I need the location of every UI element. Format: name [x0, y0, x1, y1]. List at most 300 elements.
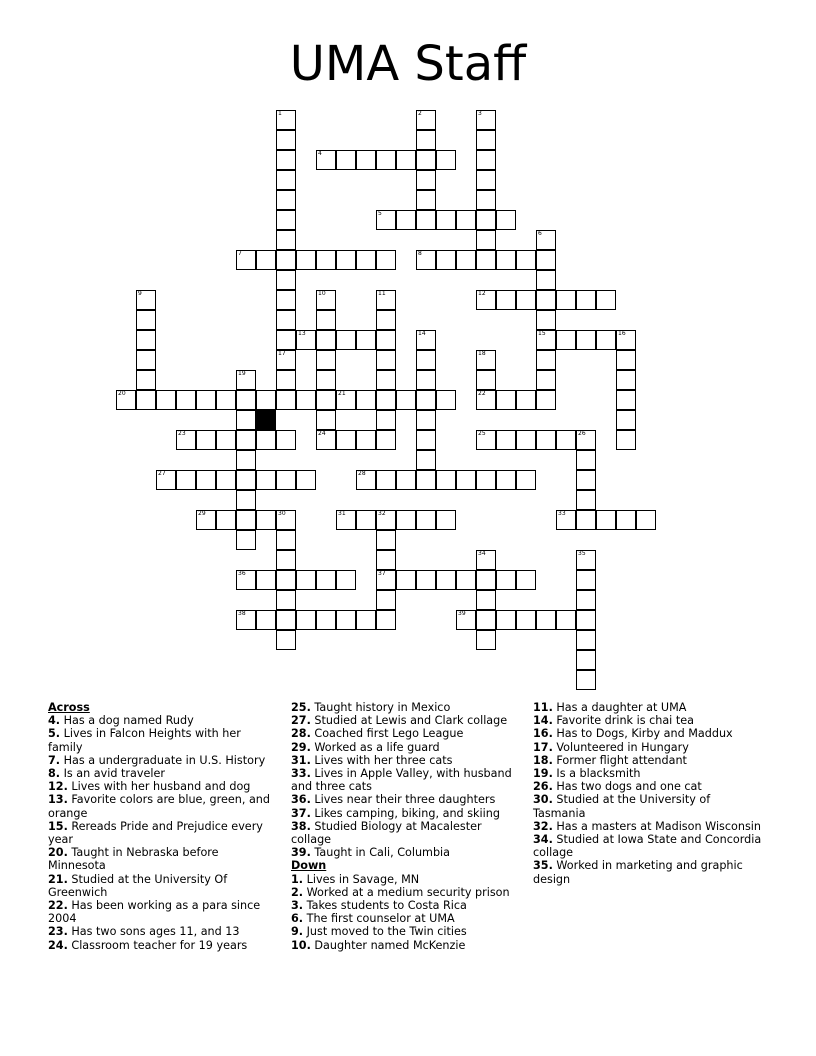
clue-text: Worked in marketing and graphic design [533, 859, 743, 886]
clue-text: Lives with her three cats [314, 753, 453, 767]
grid-cell[interactable] [476, 290, 496, 310]
down-clue [533, 767, 765, 780]
clue-number-label: 17. [533, 740, 553, 754]
grid-cell[interactable] [436, 510, 456, 530]
grid-cell[interactable] [356, 470, 376, 490]
grid-cell[interactable] [476, 250, 496, 270]
grid-cell[interactable] [576, 430, 596, 450]
grid-cell[interactable] [576, 670, 596, 690]
grid-cell[interactable] [516, 250, 536, 270]
down-clue [291, 925, 519, 938]
grid-cell[interactable] [476, 110, 496, 130]
grid-cell[interactable] [576, 550, 596, 570]
grid-cell[interactable] [576, 470, 596, 490]
grid-cell[interactable] [276, 270, 296, 290]
grid-cell[interactable] [136, 390, 156, 410]
grid-cell[interactable] [276, 110, 296, 130]
clue-text: Studied at Lewis and Clark collage [314, 714, 508, 728]
grid-cell[interactable] [576, 290, 596, 310]
grid-cell[interactable] [416, 150, 436, 170]
grid-cell[interactable] [376, 290, 396, 310]
grid-cell[interactable] [376, 150, 396, 170]
grid-cell[interactable] [376, 510, 396, 530]
grid-cell[interactable] [356, 150, 376, 170]
grid-cell[interactable] [356, 430, 376, 450]
grid-cell[interactable] [276, 430, 296, 450]
clue-text: Taught in Nebraska before Minnesota [48, 846, 219, 873]
clue-text: Has two sons ages 11, and 13 [71, 925, 240, 939]
grid-cell[interactable] [416, 570, 436, 590]
grid-cell[interactable] [136, 330, 156, 350]
puzzle-title: UMA Staff [289, 36, 527, 92]
grid-cell[interactable] [616, 370, 636, 390]
grid-cell[interactable] [376, 550, 396, 570]
clue-number: 34 [478, 550, 486, 557]
grid-cell[interactable] [276, 630, 296, 650]
grid-cell[interactable] [256, 390, 276, 410]
grid-cell[interactable] [236, 390, 256, 410]
clue-number: 12 [478, 290, 486, 297]
grid-cell[interactable] [536, 370, 556, 390]
grid-cell[interactable] [436, 250, 456, 270]
grid-cell[interactable] [476, 230, 496, 250]
grid-cell[interactable] [276, 550, 296, 570]
grid-cell[interactable] [336, 330, 356, 350]
grid-cell[interactable] [196, 470, 216, 490]
grid-cell[interactable] [296, 470, 316, 490]
down-clue [533, 727, 765, 740]
grid-cell[interactable] [396, 510, 416, 530]
clue-text: Is an avid traveler [63, 767, 165, 781]
grid-cell[interactable] [276, 370, 296, 390]
grid-cell[interactable] [356, 390, 376, 410]
grid-cell[interactable] [176, 430, 196, 450]
grid-cell[interactable] [416, 330, 436, 350]
grid-cell[interactable] [476, 470, 496, 490]
grid-cell[interactable] [216, 470, 236, 490]
clue-text: Lives in Falcon Heights with her family [48, 727, 241, 754]
grid-cell[interactable] [376, 370, 396, 390]
grid-cell[interactable] [436, 470, 456, 490]
grid-cell[interactable] [336, 610, 356, 630]
grid-cell[interactable] [316, 150, 336, 170]
grid-cell[interactable] [396, 470, 416, 490]
grid-cell[interactable] [296, 330, 316, 350]
down-heading: Down [291, 859, 327, 873]
grid-cell[interactable] [536, 310, 556, 330]
grid-cell[interactable] [576, 650, 596, 670]
grid-cell[interactable] [276, 390, 296, 410]
grid-cell[interactable] [496, 390, 516, 410]
grid-cell[interactable] [516, 470, 536, 490]
clue-number: 17 [278, 350, 286, 357]
grid-cell[interactable] [536, 250, 556, 270]
grid-cell[interactable] [416, 370, 436, 390]
grid-cell[interactable] [536, 290, 556, 310]
clue-text: Worked as a life guard [314, 740, 440, 754]
grid-cell[interactable] [156, 390, 176, 410]
grid-cell[interactable] [376, 210, 396, 230]
grid-cell[interactable] [416, 250, 436, 270]
clue-number: 23 [178, 430, 186, 437]
grid-cell[interactable] [536, 390, 556, 410]
grid-cell[interactable] [336, 510, 356, 530]
grid-cell[interactable] [556, 510, 576, 530]
grid-cell[interactable] [516, 430, 536, 450]
grid-cell[interactable] [416, 190, 436, 210]
grid-cell[interactable] [316, 310, 336, 330]
across-heading: Across [48, 701, 90, 714]
grid-cell[interactable] [276, 610, 296, 630]
grid-cell[interactable] [536, 270, 556, 290]
grid-cell[interactable] [376, 530, 396, 550]
grid-cell[interactable] [256, 250, 276, 270]
clue-number-label: 35. [533, 859, 553, 873]
grid-cell[interactable] [516, 610, 536, 630]
grid-cell[interactable] [496, 210, 516, 230]
grid-cell[interactable] [256, 510, 276, 530]
grid-cell[interactable] [276, 590, 296, 610]
clue-number: 29 [198, 510, 206, 517]
clue-number: 36 [238, 570, 246, 577]
grid-cell[interactable] [416, 350, 436, 370]
grid-cell[interactable] [616, 510, 636, 530]
grid-cell[interactable] [576, 330, 596, 350]
grid-cell[interactable] [136, 370, 156, 390]
grid-cell[interactable] [476, 210, 496, 230]
grid-cell[interactable] [356, 250, 376, 270]
grid-cell[interactable] [396, 210, 416, 230]
grid-cell[interactable] [176, 470, 196, 490]
grid-cell[interactable] [276, 330, 296, 350]
grid-cell[interactable] [616, 350, 636, 370]
grid-cell[interactable] [236, 530, 256, 550]
grid-cell[interactable] [576, 490, 596, 510]
grid-cell[interactable] [116, 390, 136, 410]
grid-cell[interactable] [416, 430, 436, 450]
grid-cell[interactable] [536, 610, 556, 630]
grid-cell[interactable] [376, 570, 396, 590]
grid-cell[interactable] [576, 630, 596, 650]
clue-text: Has a dog named Rudy [63, 714, 194, 728]
grid-cell[interactable] [256, 430, 276, 450]
clue-number-label: 26. [533, 780, 553, 794]
clue-text: Lives with her husband and dog [71, 780, 251, 794]
grid-cell[interactable] [516, 390, 536, 410]
grid-cell[interactable] [616, 430, 636, 450]
grid-cell[interactable] [276, 170, 296, 190]
grid-cell[interactable] [296, 390, 316, 410]
grid-cell[interactable] [136, 290, 156, 310]
grid-cell[interactable] [356, 610, 376, 630]
grid-cell[interactable] [616, 410, 636, 430]
clue-number: 14 [418, 330, 426, 337]
grid-cell[interactable] [576, 610, 596, 630]
grid-cell[interactable] [276, 530, 296, 550]
grid-cell[interactable] [296, 570, 316, 590]
down-clue [291, 886, 519, 899]
across-clue [48, 767, 276, 780]
grid-cell[interactable] [416, 210, 436, 230]
grid-cell[interactable] [376, 350, 396, 370]
grid-cell[interactable] [276, 290, 296, 310]
clue-number-label: 27. [291, 714, 311, 728]
grid-cell[interactable] [176, 390, 196, 410]
grid-cell[interactable] [536, 230, 556, 250]
grid-cell[interactable] [576, 510, 596, 530]
grid-cell[interactable] [416, 470, 436, 490]
grid-cell[interactable] [376, 310, 396, 330]
clue-text: Studied Biology at Macalester collage [291, 819, 482, 847]
clue-number: 15 [538, 330, 546, 337]
clue-text: Has been working as a para since 2004 [48, 899, 261, 926]
grid-cell[interactable] [496, 290, 516, 310]
grid-cell[interactable] [276, 470, 296, 490]
clue-number: 3 [478, 110, 482, 117]
clue-number-label: 7. [48, 753, 61, 767]
down-clue [533, 741, 765, 754]
grid-cell[interactable] [316, 370, 336, 390]
grid-cell[interactable] [356, 510, 376, 530]
clue-number-label: 28. [291, 727, 311, 741]
grid-cell[interactable] [196, 390, 216, 410]
grid-cell[interactable] [476, 170, 496, 190]
grid-cell[interactable] [436, 390, 456, 410]
grid-cell[interactable] [276, 230, 296, 250]
grid-cell[interactable] [236, 470, 256, 490]
grid-cell[interactable] [276, 310, 296, 330]
clue-number: 35 [578, 550, 586, 557]
grid-cell[interactable] [376, 430, 396, 450]
grid-cell[interactable] [236, 370, 256, 390]
grid-cell[interactable] [576, 450, 596, 470]
grid-cell[interactable] [316, 350, 336, 370]
grid-cell[interactable] [376, 330, 396, 350]
grid-cell[interactable] [236, 510, 256, 530]
grid-cell[interactable] [476, 590, 496, 610]
grid-cell[interactable] [296, 250, 316, 270]
grid-cell[interactable] [376, 390, 396, 410]
grid-cell[interactable] [456, 470, 476, 490]
grid-cell[interactable] [236, 610, 256, 630]
across-clue [48, 925, 276, 938]
grid-cell[interactable] [356, 330, 376, 350]
grid-cell[interactable] [316, 430, 336, 450]
down-clue [533, 701, 765, 714]
grid-cell[interactable] [616, 330, 636, 350]
grid-cell[interactable] [376, 590, 396, 610]
grid-cell[interactable] [476, 430, 496, 450]
grid-cell[interactable] [276, 350, 296, 370]
clue-number: 2 [418, 110, 422, 117]
grid-cell[interactable] [456, 610, 476, 630]
grid-cell[interactable] [376, 610, 396, 630]
down-clue [291, 899, 519, 912]
down-clue [291, 912, 519, 925]
down-clue [291, 873, 519, 886]
grid-cell[interactable] [336, 250, 356, 270]
grid-cell[interactable] [576, 570, 596, 590]
clue-number-label: 33. [291, 767, 311, 781]
clue-text: Has a masters at Madison Wisconsin [556, 819, 761, 833]
grid-cell[interactable] [476, 190, 496, 210]
grid-cell[interactable] [416, 130, 436, 150]
grid-cell[interactable] [276, 510, 296, 530]
across-clue [48, 780, 276, 793]
grid-cell[interactable] [316, 250, 336, 270]
grid-cell[interactable] [236, 450, 256, 470]
grid-cell[interactable] [296, 610, 316, 630]
clue-number-label: 11. [533, 701, 553, 714]
grid-cell[interactable] [496, 250, 516, 270]
grid-cell[interactable] [596, 510, 616, 530]
grid-cell[interactable] [416, 170, 436, 190]
clue-text: Studied at Iowa State and Concordia collage [533, 833, 762, 860]
across-clue [48, 793, 276, 819]
grid-cell[interactable] [196, 430, 216, 450]
clue-number: 26 [578, 430, 586, 437]
grid-cell[interactable] [476, 550, 496, 570]
clue-number: 31 [338, 510, 346, 517]
grid-cell[interactable] [576, 590, 596, 610]
grid-cell[interactable] [336, 430, 356, 450]
grid-cell[interactable] [236, 250, 256, 270]
grid-cell[interactable] [556, 610, 576, 630]
grid-cell[interactable] [316, 330, 336, 350]
grid-cell[interactable] [336, 570, 356, 590]
clue-number: 32 [378, 510, 386, 517]
black-square [256, 410, 276, 430]
grid-cell[interactable] [496, 430, 516, 450]
grid-cell[interactable] [456, 250, 476, 270]
clue-text: Daughter named McKenzie [314, 938, 466, 952]
grid-cell[interactable] [396, 390, 416, 410]
grid-cell[interactable] [196, 510, 216, 530]
grid-cell[interactable] [316, 290, 336, 310]
grid-cell[interactable] [376, 470, 396, 490]
grid-cell[interactable] [476, 350, 496, 370]
across-clue [48, 714, 276, 727]
grid-cell[interactable] [516, 570, 536, 590]
grid-cell[interactable] [236, 570, 256, 590]
clue-number: 39 [458, 610, 466, 617]
grid-cell[interactable] [456, 210, 476, 230]
across-clue [48, 899, 276, 925]
grid-cell[interactable] [536, 330, 556, 350]
grid-cell[interactable] [416, 390, 436, 410]
grid-cell[interactable] [596, 290, 616, 310]
grid-cell[interactable] [216, 390, 236, 410]
grid-cell[interactable] [636, 510, 656, 530]
grid-cell[interactable] [416, 450, 436, 470]
clue-number-label: 22. [48, 899, 68, 913]
across-clue [291, 807, 519, 820]
grid-cell[interactable] [476, 630, 496, 650]
grid-cell[interactable] [496, 610, 516, 630]
clue-number-label: 36. [291, 793, 311, 807]
down-clue [533, 754, 765, 767]
grid-cell[interactable] [136, 350, 156, 370]
grid-cell[interactable] [476, 610, 496, 630]
grid-cell[interactable] [536, 350, 556, 370]
grid-cell[interactable] [436, 150, 456, 170]
grid-cell[interactable] [396, 150, 416, 170]
grid-cell[interactable] [276, 250, 296, 270]
grid-cell[interactable] [336, 150, 356, 170]
grid-cell[interactable] [456, 570, 476, 590]
grid-cell[interactable] [536, 430, 556, 450]
grid-cell[interactable] [436, 210, 456, 230]
grid-cell[interactable] [256, 610, 276, 630]
grid-cell[interactable] [216, 510, 236, 530]
grid-cell[interactable] [496, 470, 516, 490]
grid-cell[interactable] [156, 470, 176, 490]
grid-cell[interactable] [396, 570, 416, 590]
grid-cell[interactable] [516, 290, 536, 310]
grid-cell[interactable] [316, 610, 336, 630]
clue-number: 8 [418, 250, 422, 257]
clue-number-label: 32. [533, 819, 553, 833]
grid-cell[interactable] [236, 490, 256, 510]
grid-cell[interactable] [476, 390, 496, 410]
grid-cell[interactable] [316, 390, 336, 410]
clue-number: 13 [298, 330, 306, 337]
grid-cell[interactable] [416, 510, 436, 530]
grid-cell[interactable] [556, 290, 576, 310]
grid-cell[interactable] [476, 130, 496, 150]
grid-cell[interactable] [256, 470, 276, 490]
grid-cell[interactable] [616, 390, 636, 410]
grid-cell[interactable] [476, 150, 496, 170]
clue-number-label: 18. [533, 753, 553, 767]
down-clue [533, 859, 765, 885]
grid-cell[interactable] [556, 330, 576, 350]
clue-number-label: 29. [291, 740, 311, 754]
grid-cell[interactable] [316, 570, 336, 590]
grid-cell[interactable] [336, 390, 356, 410]
grid-cell[interactable] [276, 150, 296, 170]
across-clue [48, 727, 276, 753]
grid-cell[interactable] [216, 430, 236, 450]
grid-cell[interactable] [276, 210, 296, 230]
clue-number: 18 [478, 350, 486, 357]
grid-cell[interactable] [496, 570, 516, 590]
grid-cell[interactable] [256, 570, 276, 590]
grid-cell[interactable] [236, 430, 256, 450]
grid-cell[interactable] [276, 130, 296, 150]
grid-cell[interactable] [376, 250, 396, 270]
grid-cell[interactable] [376, 410, 396, 430]
clue-number: 21 [338, 390, 346, 397]
down-clue [533, 833, 765, 859]
clue-number: 6 [538, 230, 542, 237]
clue-number: 5 [378, 210, 382, 217]
grid-cell[interactable] [436, 570, 456, 590]
grid-cell[interactable] [416, 410, 436, 430]
grid-cell[interactable] [276, 570, 296, 590]
grid-cell[interactable] [276, 190, 296, 210]
grid-cell[interactable] [476, 370, 496, 390]
grid-cell[interactable] [596, 330, 616, 350]
grid-cell[interactable] [136, 310, 156, 330]
grid-cell[interactable] [416, 110, 436, 130]
grid-cell[interactable] [556, 430, 576, 450]
clue-number: 24 [318, 430, 326, 437]
grid-cell[interactable] [476, 570, 496, 590]
clue-text: Lives near their three daughters [314, 793, 496, 807]
grid-cell[interactable] [236, 410, 256, 430]
grid-cell[interactable] [316, 410, 336, 430]
